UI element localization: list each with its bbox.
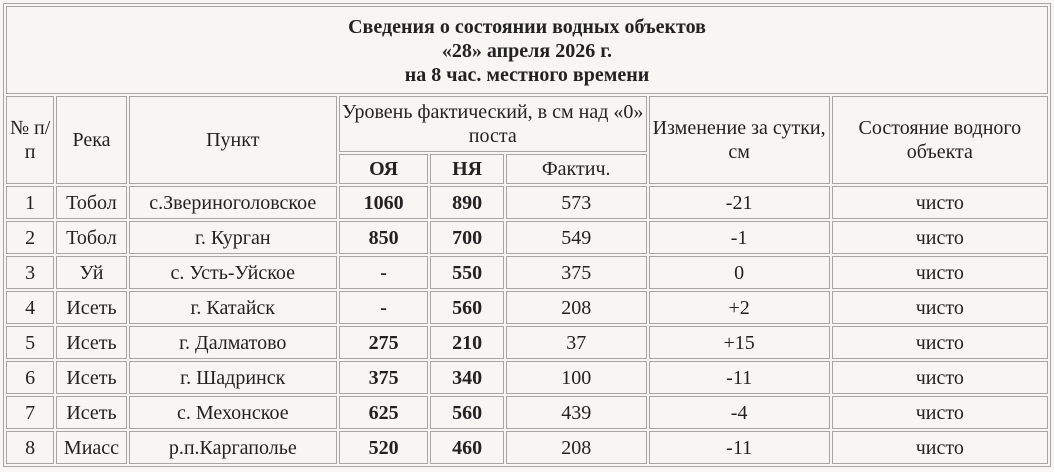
cell-actual: 375 (506, 256, 647, 289)
cell-point: г. Шадринск (129, 361, 337, 394)
cell-num: 8 (6, 431, 54, 464)
cell-actual: 439 (506, 396, 647, 429)
cell-actual: 100 (506, 361, 647, 394)
cell-num: 7 (6, 396, 54, 429)
cell-point: г. Курган (129, 221, 337, 254)
cell-nya: 460 (430, 431, 503, 464)
cell-state: чисто (832, 396, 1048, 429)
cell-point: г. Катайск (129, 291, 337, 324)
cell-state: чисто (832, 431, 1048, 464)
table-body (6, 186, 1048, 464)
cell-num: 2 (6, 221, 54, 254)
cell-change: 0 (649, 256, 830, 289)
cell-state: чисто (832, 186, 1048, 219)
cell-nya: 560 (430, 396, 503, 429)
header-state: Состояние водного объекта (832, 96, 1048, 184)
title-line-2: «28» апреля 2026 г. (441, 40, 613, 62)
cell-state: чисто (832, 221, 1048, 254)
cell-num: 6 (6, 361, 54, 394)
cell-river: Исеть (56, 326, 126, 359)
header-num: № п/п (6, 96, 54, 184)
table-row (6, 221, 1048, 254)
cell-nya: 700 (430, 221, 503, 254)
cell-oya: - (339, 256, 429, 289)
cell-change: +2 (649, 291, 830, 324)
cell-nya: 210 (430, 326, 503, 359)
cell-river: Тобол (56, 186, 126, 219)
cell-point: с. Мехонское (129, 396, 337, 429)
cell-point: г. Далматово (129, 326, 337, 359)
table-title (6, 6, 1048, 94)
cell-change: +15 (649, 326, 830, 359)
header-nya: НЯ (430, 154, 503, 184)
header-change: Изменение за сутки, см (649, 96, 830, 184)
cell-oya: 625 (339, 396, 429, 429)
cell-river: Тобол (56, 221, 126, 254)
header-river: Река (56, 96, 126, 184)
cell-nya: 890 (430, 186, 503, 219)
table-row (6, 396, 1048, 429)
cell-change: -4 (649, 396, 830, 429)
cell-oya: - (339, 291, 429, 324)
cell-actual: 573 (506, 186, 647, 219)
cell-river: Миасс (56, 431, 126, 464)
table-row (6, 361, 1048, 394)
cell-change: -1 (649, 221, 830, 254)
cell-state: чисто (832, 326, 1048, 359)
cell-state: чисто (832, 291, 1048, 324)
cell-point: р.п.Каргаполье (129, 431, 337, 464)
table-row (6, 186, 1048, 219)
cell-nya: 340 (430, 361, 503, 394)
header-point: Пункт (129, 96, 337, 184)
cell-river: Исеть (56, 396, 126, 429)
cell-nya: 560 (430, 291, 503, 324)
water-objects-table (3, 3, 1051, 467)
cell-actual: 208 (506, 431, 647, 464)
table-row (6, 256, 1048, 289)
cell-oya: 850 (339, 221, 429, 254)
table-row (6, 431, 1048, 464)
cell-oya: 375 (339, 361, 429, 394)
header-level: Уровень фактический, в см над «0» поста (339, 96, 647, 152)
cell-river: Исеть (56, 291, 126, 324)
cell-point: с.Звериноголовское (129, 186, 337, 219)
cell-num: 3 (6, 256, 54, 289)
table-row (6, 291, 1048, 324)
cell-num: 5 (6, 326, 54, 359)
cell-river: Уй (56, 256, 126, 289)
cell-change: -11 (649, 361, 830, 394)
cell-num: 1 (6, 186, 54, 219)
cell-oya: 1060 (339, 186, 429, 219)
cell-state: чисто (832, 361, 1048, 394)
cell-nya: 550 (430, 256, 503, 289)
cell-change: -11 (649, 431, 830, 464)
cell-actual: 208 (506, 291, 647, 324)
cell-actual: 549 (506, 221, 647, 254)
cell-river: Исеть (56, 361, 126, 394)
cell-point: с. Усть-Уйское (129, 256, 337, 289)
cell-oya: 520 (339, 431, 429, 464)
cell-actual: 37 (506, 326, 647, 359)
cell-change: -21 (649, 186, 830, 219)
title-line-3: на 8 час. местного времени (404, 64, 650, 86)
header-oya: ОЯ (339, 154, 429, 184)
cell-oya: 275 (339, 326, 429, 359)
cell-num: 4 (6, 291, 54, 324)
header-actual: Фактич. (506, 154, 647, 184)
table-row (6, 326, 1048, 359)
cell-state: чисто (832, 256, 1048, 289)
title-line-1: Сведения о состоянии водных объектов (348, 16, 706, 38)
